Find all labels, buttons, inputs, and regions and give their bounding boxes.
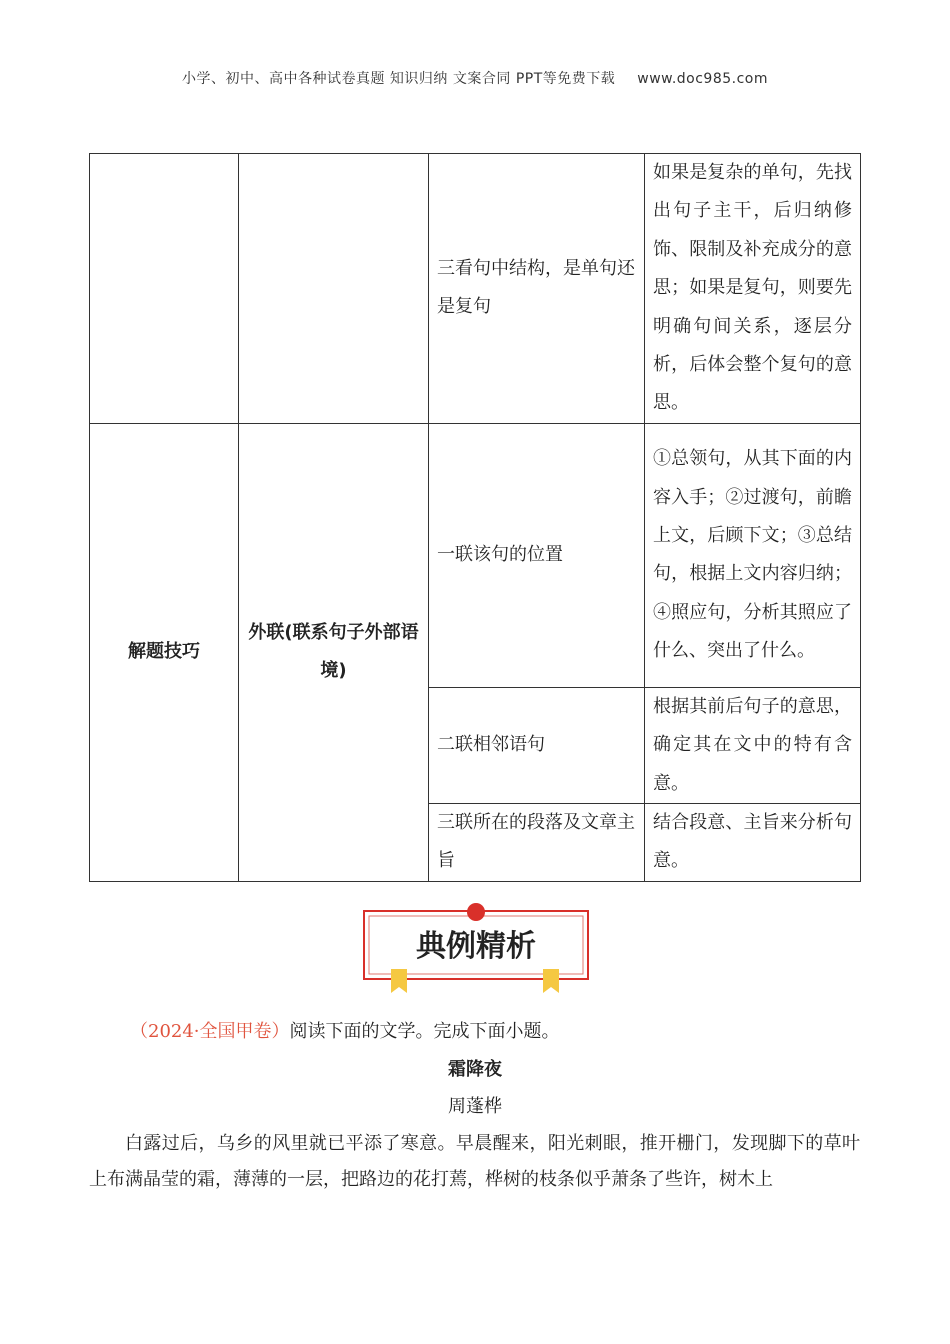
question-instruction: 阅读下面的文学。完成下面小题。 (289, 1021, 560, 1042)
article-title: 霜降夜 (448, 1059, 502, 1080)
table-cell-method: 一联该句的位置 (429, 423, 645, 687)
ribbon-left-icon (391, 969, 407, 993)
table-row (90, 154, 861, 424)
question-lead (130, 1017, 560, 1043)
page-header (0, 68, 950, 88)
seal-dot-icon (467, 903, 485, 921)
section-banner (363, 903, 589, 993)
table-cell-empty (239, 154, 429, 424)
article-author: 周蓬桦 (448, 1096, 502, 1117)
table-cell-empty (90, 154, 239, 424)
header-url[interactable]: www.doc985.com (637, 71, 769, 87)
table-cell-explanation: 结合段意、主旨来分析句意。 (645, 804, 861, 882)
table-cell-method: 二联相邻语句 (429, 687, 645, 803)
table-cell-explanation: ①总领句，从其下面的内容入手；②过渡句，前瞻上文，后顾下文；③总结句，根据上文内容归纳；④照应句，分析其照应了什么、突出了什么。 (645, 423, 861, 687)
question-source: （2024·全国甲卷） (130, 1021, 290, 1042)
header-text: 小学、初中、高中各种试卷真题 知识归纳 文案合同 PPT等免费下载 (181, 71, 616, 87)
table-cell-explanation: 根据其前后句子的意思，确定其在文中的特有含意。 (645, 687, 861, 803)
table-cell-method: 三联所在的段落及文章主旨 (429, 804, 645, 882)
article-paragraph: 白露过后，乌乡的风里就已平添了寒意。早晨醒来，阳光刺眼，推开栅门，发现脚下的草叶上布满晶莹的霜，薄薄的一层，把路边的花打蔫，桦树的枝条似乎萧条了些许，树木上 (89, 1133, 860, 1190)
ribbon-right-icon (543, 969, 559, 993)
table-cell-method: 三看句中结构，是单句还是复句 (429, 154, 645, 424)
technique-table (89, 153, 861, 882)
table-cell-explanation: 如果是复杂的单句，先找出句子主干，后归纳修饰、限制及补充成分的意思；如果是复句，则要先明确句间关系，逐层分析，后体会整个复句的意思。 (645, 154, 861, 424)
banner-graphic (363, 903, 589, 993)
banner-label: 典例精析 (416, 929, 536, 964)
table-row (90, 423, 861, 687)
group-label: 外联(联系句子外部语境) (239, 423, 429, 881)
section-label: 解题技巧 (90, 423, 239, 881)
